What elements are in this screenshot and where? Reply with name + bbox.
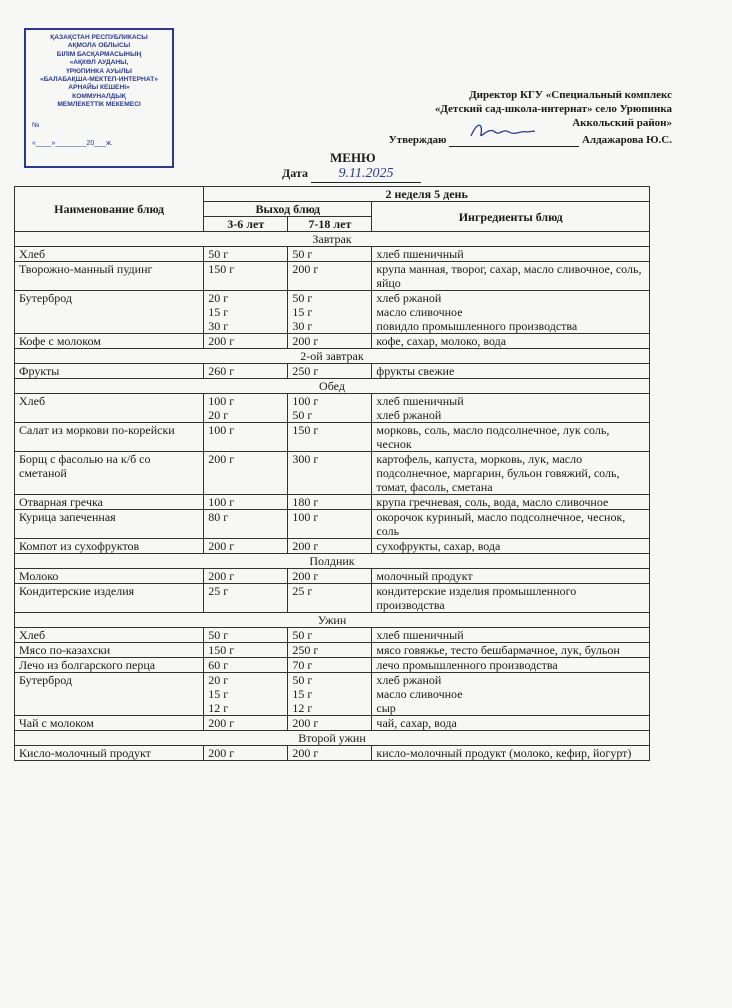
dish-name: Хлеб [15, 247, 204, 262]
meal-section-row [15, 613, 650, 628]
portion-3-6: 100 г [204, 423, 288, 452]
ingredients: морковь, соль, масло подсолнечное, лук соль, чеснок [372, 423, 650, 452]
portion-7-18: 100 г 50 г [288, 394, 372, 423]
portion-7-18: 180 г [288, 495, 372, 510]
stamp-line: «АҚКӨЛ АУДАНЫ, [69, 59, 129, 67]
ingredients: хлеб ржаной масло сливочное сыр [372, 673, 650, 716]
page-title: МЕНЮ [330, 150, 376, 165]
portion-3-6: 200 г [204, 746, 288, 761]
meal-section-title: Полдник [15, 554, 650, 569]
meal-section-row [15, 349, 650, 364]
portion-7-18: 200 г [288, 334, 372, 349]
stamp-line: ҮРЮПИНКА АУЫЛЫ [66, 67, 132, 75]
ingredients: лечо промышленного производства [372, 658, 650, 673]
table-row [15, 262, 650, 291]
table-row [15, 716, 650, 731]
ingredients: крупа манная, творог, сахар, масло сливочное, соль, яйцо [372, 262, 650, 291]
table-row [15, 673, 650, 716]
portion-3-6: 200 г [204, 452, 288, 495]
portion-7-18: 250 г [288, 364, 372, 379]
portion-3-6: 200 г [204, 716, 288, 731]
menu-body [15, 232, 650, 761]
stamp-line: АРНАЙЫ КЕШЕНІ» [68, 84, 130, 92]
ingredients: крупа гречневая, соль, вода, масло сливочное [372, 495, 650, 510]
meal-section-title: 2-ой завтрак [15, 349, 650, 364]
table-row [15, 452, 650, 495]
portion-3-6: 200 г [204, 334, 288, 349]
portion-3-6: 20 г 15 г 12 г [204, 673, 288, 716]
portion-7-18: 25 г [288, 584, 372, 613]
table-row [15, 291, 650, 334]
portion-7-18: 200 г [288, 539, 372, 554]
portion-7-18: 50 г [288, 628, 372, 643]
portion-3-6: 50 г [204, 247, 288, 262]
header-output: Выход блюд [204, 202, 372, 217]
table-row [15, 746, 650, 761]
portion-3-6: 150 г [204, 262, 288, 291]
dish-name: Кофе с молоком [15, 334, 204, 349]
ingredients: хлеб пшеничный хлеб ржаной [372, 394, 650, 423]
dish-name: Кондитерские изделия [15, 584, 204, 613]
header-age-7-18: 7-18 лет [288, 217, 372, 232]
ingredients: хлеб ржаной масло сливочное повидло промышленного производства [372, 291, 650, 334]
ingredients: хлеб пшеничный [372, 247, 650, 262]
table-row [15, 510, 650, 539]
meal-section-row [15, 379, 650, 394]
stamp-line: АҚМОЛА ОБЛЫСЫ [67, 42, 131, 50]
menu-table [14, 186, 650, 761]
dish-name: Отварная гречка [15, 495, 204, 510]
approval-line-1: Директор КГУ «Специальный комплекс [469, 89, 672, 101]
stamp-date-line: «____»________20___ж. [32, 140, 113, 148]
dish-name: Молоко [15, 569, 204, 584]
meal-section-title: Ужин [15, 613, 650, 628]
dish-name: Салат из моркови по-корейски [15, 423, 204, 452]
table-row [15, 394, 650, 423]
dish-name: Компот из сухофруктов [15, 539, 204, 554]
header-week: 2 неделя 5 день [204, 187, 650, 202]
table-row [15, 569, 650, 584]
approval-block [332, 88, 672, 147]
table-row [15, 628, 650, 643]
table-row [15, 334, 650, 349]
portion-3-6: 150 г [204, 643, 288, 658]
stamp-number: № [32, 121, 40, 129]
portion-7-18: 200 г [288, 716, 372, 731]
ingredients: молочный продукт [372, 569, 650, 584]
ingredients: картофель, капуста, морковь, лук, масло подсолнечное, маргарин, бульон говяжий, соль, томат, фасоль, сметана [372, 452, 650, 495]
ingredients: сухофрукты, сахар, вода [372, 539, 650, 554]
meal-section-title: Завтрак [15, 232, 650, 247]
meal-section-row [15, 554, 650, 569]
table-row [15, 643, 650, 658]
ingredients: фрукты свежие [372, 364, 650, 379]
table-row [15, 364, 650, 379]
dish-name: Хлеб [15, 394, 204, 423]
ingredients: чай, сахар, вода [372, 716, 650, 731]
ingredients: мясо говяжье, тесто бешбармачное, лук, бульон [372, 643, 650, 658]
table-row [15, 495, 650, 510]
table-row [15, 584, 650, 613]
dish-name: Хлеб [15, 628, 204, 643]
date-value: 9.11.2025 [311, 166, 421, 183]
official-stamp [24, 28, 174, 168]
ingredients: кофе, сахар, молоко, вода [372, 334, 650, 349]
stamp-text [26, 34, 172, 110]
portion-7-18: 300 г [288, 452, 372, 495]
portion-3-6: 100 г 20 г [204, 394, 288, 423]
portion-7-18: 50 г 15 г 30 г [288, 291, 372, 334]
stamp-line: «БАЛАБАҚША-МЕКТЕП-ИНТЕРНАТ» [40, 76, 158, 84]
date-row [282, 166, 421, 183]
table-row [15, 247, 650, 262]
meal-section-title: Обед [15, 379, 650, 394]
stamp-line: ҚАЗАҚСТАН РЕСПУБЛИКАСЫ [50, 34, 148, 41]
dish-name: Чай с молоком [15, 716, 204, 731]
portion-7-18: 50 г [288, 247, 372, 262]
portion-3-6: 100 г [204, 495, 288, 510]
stamp-line: КОММУНАЛДЫҚ [72, 92, 126, 100]
header-dish-name: Наименование блюд [15, 187, 204, 232]
signer-name: Алдажарова Ю.С. [581, 134, 672, 146]
dish-name: Лечо из болгарского перца [15, 658, 204, 673]
portion-3-6: 50 г [204, 628, 288, 643]
table-row [15, 539, 650, 554]
dish-name: Бутерброд [15, 673, 204, 716]
dish-name: Борщ с фасолью на к/б со сметаной [15, 452, 204, 495]
portion-3-6: 200 г [204, 539, 288, 554]
portion-7-18: 200 г [288, 262, 372, 291]
ingredients: кисло-молочный продукт (молоко, кефир, йогурт) [372, 746, 650, 761]
approval-line-2: «Детский сад-школа-интернат» село Урюпинка [434, 103, 672, 115]
header-age-3-6: 3-6 лет [204, 217, 288, 232]
meal-section-row [15, 731, 650, 746]
portion-3-6: 80 г [204, 510, 288, 539]
portion-7-18: 200 г [288, 746, 372, 761]
dish-name: Творожно-манный пудинг [15, 262, 204, 291]
portion-7-18: 200 г [288, 569, 372, 584]
table-row [15, 423, 650, 452]
portion-3-6: 200 г [204, 569, 288, 584]
ingredients: хлеб пшеничный [372, 628, 650, 643]
dish-name: Бутерброд [15, 291, 204, 334]
ingredients: окорочок куриный, масло подсолнечное, чеснок, соль [372, 510, 650, 539]
portion-3-6: 20 г 15 г 30 г [204, 291, 288, 334]
portion-7-18: 50 г 15 г 12 г [288, 673, 372, 716]
portion-7-18: 150 г [288, 423, 372, 452]
approve-label: Утверждаю [388, 134, 447, 146]
portion-3-6: 260 г [204, 364, 288, 379]
portion-7-18: 100 г [288, 510, 372, 539]
signature-line [449, 132, 579, 147]
table-row [15, 658, 650, 673]
stamp-line: БІЛІМ БАСҚАРМАСЫНЫҢ [56, 50, 142, 58]
ingredients: кондитерские изделия промышленного производства [372, 584, 650, 613]
stamp-line: МЕМЛЕКЕТТІК МЕКЕМЕСІ [57, 101, 141, 109]
portion-3-6: 25 г [204, 584, 288, 613]
portion-3-6: 60 г [204, 658, 288, 673]
header-ingredients: Ингредиенты блюд [372, 202, 650, 232]
dish-name: Фрукты [15, 364, 204, 379]
dish-name: Мясо по-казахски [15, 643, 204, 658]
date-label: Дата [282, 166, 308, 180]
dish-name: Кисло-молочный продукт [15, 746, 204, 761]
meal-section-title: Второй ужин [15, 731, 650, 746]
portion-7-18: 250 г [288, 643, 372, 658]
dish-name: Курица запеченная [15, 510, 204, 539]
signature-icon [469, 120, 539, 142]
meal-section-row [15, 232, 650, 247]
approval-line-3: Аккольский район» [572, 117, 672, 129]
approval-sign-row [332, 132, 672, 147]
portion-7-18: 70 г [288, 658, 372, 673]
